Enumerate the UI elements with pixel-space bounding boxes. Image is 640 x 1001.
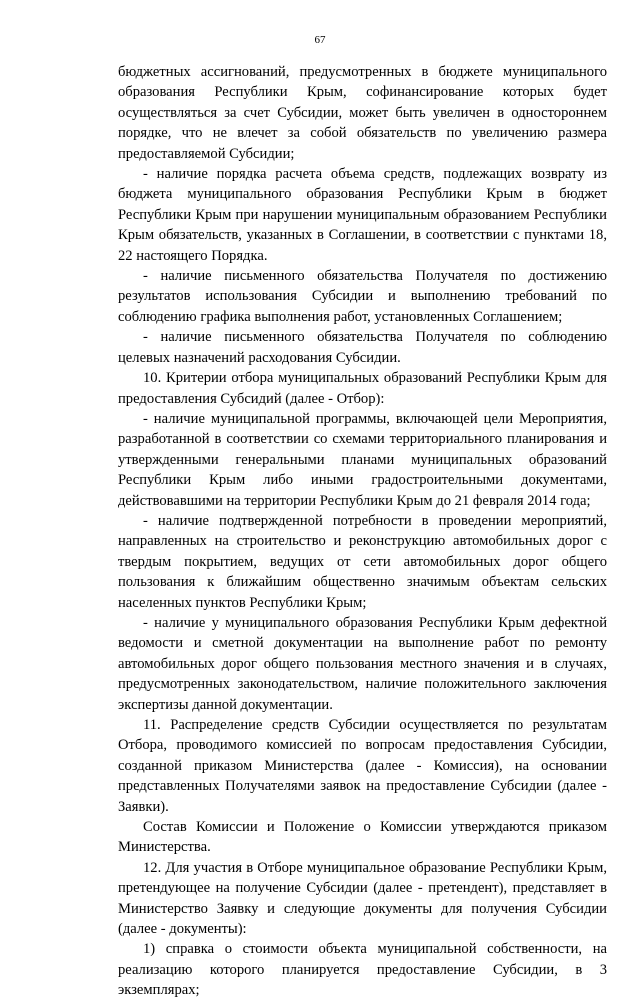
paragraph-item-11: 11. Распределение средств Субсидии осуществляется по результатам Отбора, проводимого комиссией по вопросам предоставления Субсидии, созданной приказом Министерства (далее - Комиссия), на основании представленных Получателями заявок на предоставление Субсидии (далее - Заявки). xyxy=(118,717,607,815)
paragraph-results-obligation: - наличие письменного обязательства Получателя по достижению результатов использования Субсидии и выполнению требований по соблюдению графика выполнения работ, установленных Соглашением; xyxy=(118,268,607,325)
page-number: 67 xyxy=(314,34,326,46)
paragraph-defect-statement: - наличие у муниципального образования Республики Крым дефектной ведомости и сметной документации на выполнение работ по ремонту автомобильных дорог общего пользования местного значения и в случаях, предусмотренных законодательством, наличие положительного заключения экспертизы данной документации. xyxy=(118,614,607,713)
paragraph-item-10: 10. Критерии отбора муниципальных образований Республики Крым для предоставления Субсидий (далее - Отбор): xyxy=(118,370,607,407)
document-body xyxy=(118,62,607,1001)
paragraph-target-use-obligation: - наличие письменного обязательства Получателя по соблюдению целевых назначений расходования Субсидии. xyxy=(118,329,607,366)
paragraph-refund-calculation: - наличие порядка расчета объема средств, подлежащих возврату из бюджета муниципального образования Республики Крым в бюджет Республики Крым при нарушении муниципальным образованием Республики Крым обязательств, указанных в Соглашении, в соответствии с пунктами 18, 22 настоящего Порядка. xyxy=(118,166,607,264)
paragraph-confirmed-need: - наличие подтвержденной потребности в проведении мероприятий, направленных на строительство и реконструкцию автомобильных дорог с твердым покрытием, ведущих от сети автомобильных дорог общего пользования к ближайшим общественно значимым объектам сельских населенных пунктов Республики Крым; xyxy=(118,512,607,611)
paragraph-item-12: 12. Для участия в Отборе муниципальное образование Республики Крым, претендующее на получение Субсидии (далее - претендент), представляет в Министерство Заявку и следующие документы для получения Субсидии (далее - документы): xyxy=(118,859,607,938)
paragraph-subitem-1: 1) справка о стоимости объекта муниципальной собственности, на реализацию которого планируется предоставление Субсидии, в 3 экземплярах; xyxy=(118,941,607,999)
paragraph-continuation: бюджетных ассигнований, предусмотренных в бюджете муниципального образования Республики Крым, софинансирование которых будет осуществляться за счет Субсидии, может быть увеличен в одностороннем порядке, что не влечет за собой обязательств по увеличению размера предоставляемой Субсидии; xyxy=(118,64,607,162)
paragraph-commission-composition: Состав Комиссии и Положение о Комиссии утверждаются приказом Министерства. xyxy=(118,819,607,856)
paragraph-municipal-program: - наличие муниципальной программы, включающей цели Мероприятия, разработанной в соответствии со схемами территориального планирования и утвержденными генеральными планами муниципальных образований Республики Крым либо иными градостроительными документами, действовавшими на территории Республики Крым до 21 февраля 2014 года; xyxy=(118,410,607,509)
